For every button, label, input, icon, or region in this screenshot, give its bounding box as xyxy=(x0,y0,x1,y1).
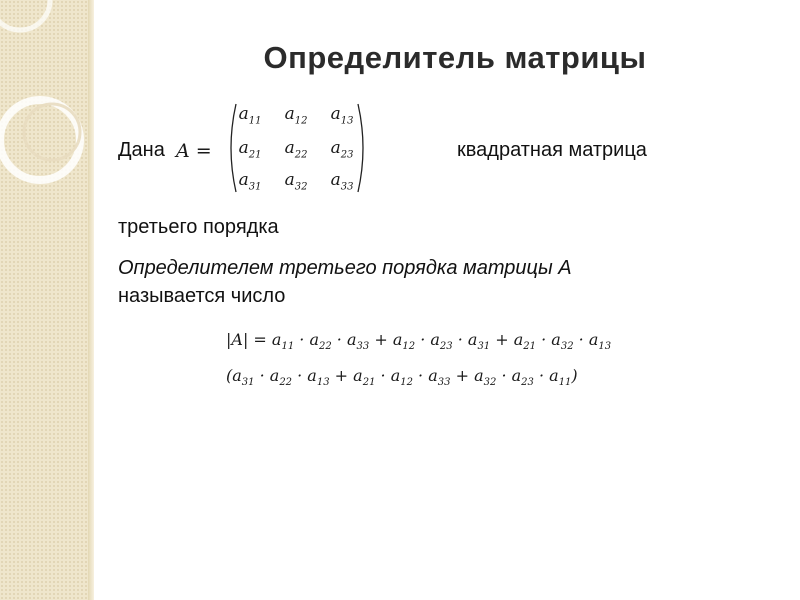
matrix-cell: $a_{22}$ xyxy=(284,138,308,161)
determinant-line-2: $(a_{31} \cdot a_{22} \cdot a_{13} + a_{21} \cdot a_{12} \cdot a_{33} + a_{32} \cdot a_{23} \cdot a_{11})$ xyxy=(226,366,578,389)
matrix-cell: $a_{31}$ xyxy=(238,170,262,193)
definition-text xyxy=(118,254,572,310)
matrix-name: A = xyxy=(176,140,212,162)
matrix-cell: $a_{12}$ xyxy=(284,104,308,127)
determinant-line-1: $|A| = a_{11} \cdot a_{22} \cdot a_{33} + a_{12} \cdot a_{23} \cdot a_{31} + a_{21} \cdot a_{32} \cdot a_{13}$ xyxy=(226,330,612,353)
matrix-cell: $a_{32}$ xyxy=(284,170,308,193)
matrix-cell: $a_{13}$ xyxy=(330,104,354,127)
matrix-cell: $a_{11}$ xyxy=(238,104,262,127)
matrix-cell: $a_{21}$ xyxy=(238,138,262,161)
matrix-grid xyxy=(230,104,364,194)
matrix-cell: $a_{23}$ xyxy=(330,138,354,161)
definition-rest: называется число xyxy=(118,285,286,307)
matrix-definition xyxy=(170,100,370,196)
determinant-formula xyxy=(226,328,626,394)
decorative-rings xyxy=(0,0,120,220)
third-order-label: третьего порядка xyxy=(118,216,279,238)
square-matrix-label: квадратная матрица xyxy=(457,139,647,161)
given-label: Дана xyxy=(118,139,165,161)
matrix-cell: $a_{33}$ xyxy=(330,170,354,193)
definition-italic: Определителем третьего порядка матрицы А xyxy=(118,257,572,279)
slide-title: Определитель матрицы xyxy=(263,40,647,75)
